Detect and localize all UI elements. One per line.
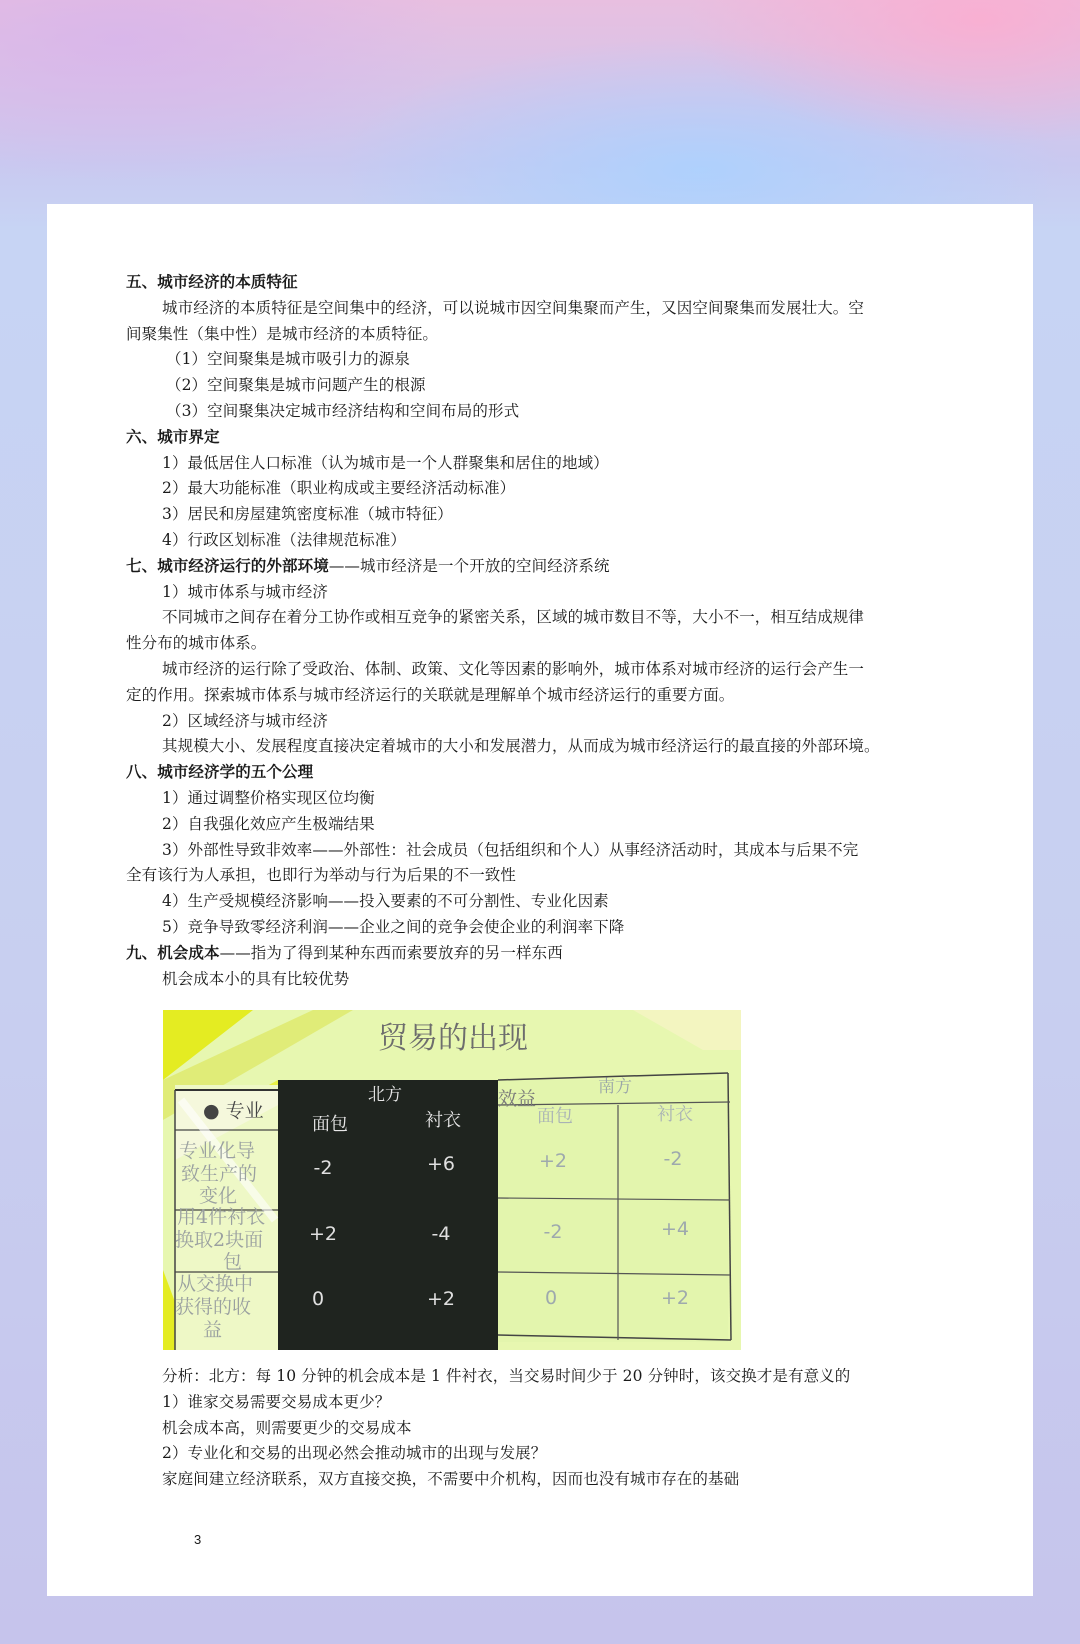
list-item: （2）空间聚集是城市问题产生的根源 bbox=[166, 376, 426, 395]
north-shirt-row2: -4 bbox=[431, 1223, 451, 1245]
analysis-paragraph: 分析：北方：每 10 分钟的机会成本是 1 件衬衣，当交易时间少于 20 分钟时，该交换才是有意义的 bbox=[162, 1367, 851, 1385]
list-item: （1）空间聚集是城市吸引力的源泉 bbox=[166, 350, 410, 369]
north-shirt-row3: +2 bbox=[426, 1288, 456, 1310]
section-7-subtitle: ——城市经济是一个开放的空间经济系统 bbox=[328, 556, 610, 575]
list-item: 2）最大功能标准（职业构成或主要经济活动标准） bbox=[162, 479, 516, 498]
north-header: 北方 bbox=[368, 1085, 402, 1105]
paragraph: 性分布的城市体系。 bbox=[126, 634, 267, 653]
paragraph: 其规模大小、发展程度直接决定着城市的大小和发展潜力，从而成为城市经济运行的最直接的外部环境。 bbox=[162, 737, 880, 756]
list-item: （3）空间聚集决定城市经济结构和空间布局的形式 bbox=[166, 401, 520, 420]
paragraph: 机会成本小的具有比较优势 bbox=[162, 969, 350, 988]
paragraph: 城市经济的本质特征是空间集中的经济，可以说城市因空间集聚而产生，又因空间聚集而发展壮大。空 bbox=[162, 298, 865, 317]
answer-2: 家庭间建立经济联系，双方直接交换，不需要中介机构，因而也没有城市存在的基础 bbox=[162, 1470, 740, 1489]
slide-partial-label: 效益 bbox=[498, 1088, 537, 1110]
slide-bullet-label: ● 专业 bbox=[203, 1100, 264, 1122]
paragraph: 城市经济的运行除了受政治、体制、政策、文化等因素的影响外，城市体系对城市经济的运行会产生一 bbox=[162, 659, 865, 678]
row2-label-line1: 用4件衬衣 bbox=[177, 1206, 266, 1228]
list-item: 2）自我强化效应产生极端结果 bbox=[162, 814, 375, 833]
section-5-heading: 五、城市经济的本质特征 bbox=[126, 273, 298, 291]
south-bread-header: 面包 bbox=[537, 1106, 573, 1127]
page-number: 3 bbox=[194, 1532, 202, 1547]
north-bread-row1: -2 bbox=[313, 1157, 333, 1179]
list-item: 4）生产受规模经济影响——投入要素的不可分割性、专业化因素 bbox=[162, 892, 609, 911]
south-bread-row1: +2 bbox=[538, 1150, 568, 1172]
south-shirt-row1: -2 bbox=[663, 1148, 683, 1170]
south-header: 南方 bbox=[598, 1077, 632, 1097]
section-9-subtitle: ——指为了得到某种东西而索要放弃的另一样东西 bbox=[219, 943, 563, 962]
row3-label-line2: 获得的收 bbox=[175, 1296, 252, 1318]
list-item: 全有该行为人承担，也即行为举动与行为后果的不一致性 bbox=[126, 866, 517, 885]
row1-label-line1: 专业化导 bbox=[179, 1140, 256, 1162]
row3-label-line1: 从交换中 bbox=[177, 1273, 254, 1295]
section-7-title: 七、城市经济运行的外部环境 bbox=[126, 556, 329, 575]
north-bread-row3: 0 bbox=[311, 1288, 325, 1310]
section-9-heading bbox=[126, 941, 996, 967]
section-7-heading bbox=[126, 554, 996, 580]
list-item: 3）居民和房屋建筑密度标准（城市特征） bbox=[162, 505, 453, 524]
list-item: 1）最低居住人口标准（认为城市是一个人群聚集和居住的地域） bbox=[162, 453, 609, 472]
list-item: 1）城市体系与城市经济 bbox=[162, 582, 328, 601]
background-gradient bbox=[0, 0, 1080, 205]
paragraph: 间聚集性（集中性）是城市经济的本质特征。 bbox=[126, 324, 439, 343]
section-6-heading: 六、城市界定 bbox=[126, 427, 220, 446]
question-1: 1）谁家交易需要交易成本更少？ bbox=[162, 1392, 391, 1411]
paragraph: 定的作用。探索城市体系与城市经济运行的关联就是理解单个城市经济运行的重要方面。 bbox=[126, 685, 735, 704]
row3-label-line3: 益 bbox=[203, 1319, 223, 1341]
paragraph: 不同城市之间存在着分工协作或相互竞争的紧密关系，区域的城市数目不等，大小不一，相互结成规律 bbox=[162, 608, 865, 627]
list-item: 3）外部性导致非效率——外部性：社会成员（包括组织和个人）从事经济活动时，其成本与后果不完 bbox=[162, 840, 859, 859]
south-shirt-row3: +2 bbox=[660, 1287, 690, 1309]
north-bread-row2: +2 bbox=[308, 1223, 338, 1245]
list-item: 5）竞争导致零经济利润——企业之间的竞争会使企业的利润率下降 bbox=[162, 917, 625, 936]
north-bread-header: 面包 bbox=[312, 1114, 348, 1135]
slide-photo bbox=[163, 1010, 741, 1350]
answer-1: 机会成本高，则需要更少的交易成本 bbox=[162, 1418, 412, 1437]
south-bread-row2: -2 bbox=[543, 1221, 563, 1243]
section-9-title: 九、机会成本 bbox=[126, 943, 220, 962]
question-2: 2）专业化和交易的出现必然会推动城市的出现与发展？ bbox=[162, 1444, 547, 1463]
document-body bbox=[126, 270, 996, 992]
list-item: 4）行政区划标准（法律规范标准） bbox=[162, 530, 406, 549]
slide-title: 贸易的出现 bbox=[378, 1021, 528, 1056]
list-item: 1）通过调整价格实现区位均衡 bbox=[162, 788, 375, 807]
row2-label-line2: 换取2块面 bbox=[175, 1229, 264, 1251]
section-8-heading: 八、城市经济学的五个公理 bbox=[126, 763, 314, 782]
north-shirt-row1: +6 bbox=[426, 1153, 456, 1175]
south-shirt-row2: +4 bbox=[660, 1218, 690, 1240]
south-shirt-header: 衬衣 bbox=[657, 1104, 693, 1125]
north-shirt-header: 衬衣 bbox=[425, 1110, 461, 1131]
south-bread-row3: 0 bbox=[544, 1287, 558, 1309]
row1-label-line2: 致生产的 bbox=[181, 1163, 258, 1185]
row2-label-line3: 包 bbox=[223, 1251, 243, 1273]
document-body-after-photo bbox=[126, 1364, 996, 1493]
list-item: 2）区域经济与城市经济 bbox=[162, 711, 328, 730]
document-page bbox=[47, 204, 1033, 1596]
row1-label-line3: 变化 bbox=[199, 1185, 238, 1207]
